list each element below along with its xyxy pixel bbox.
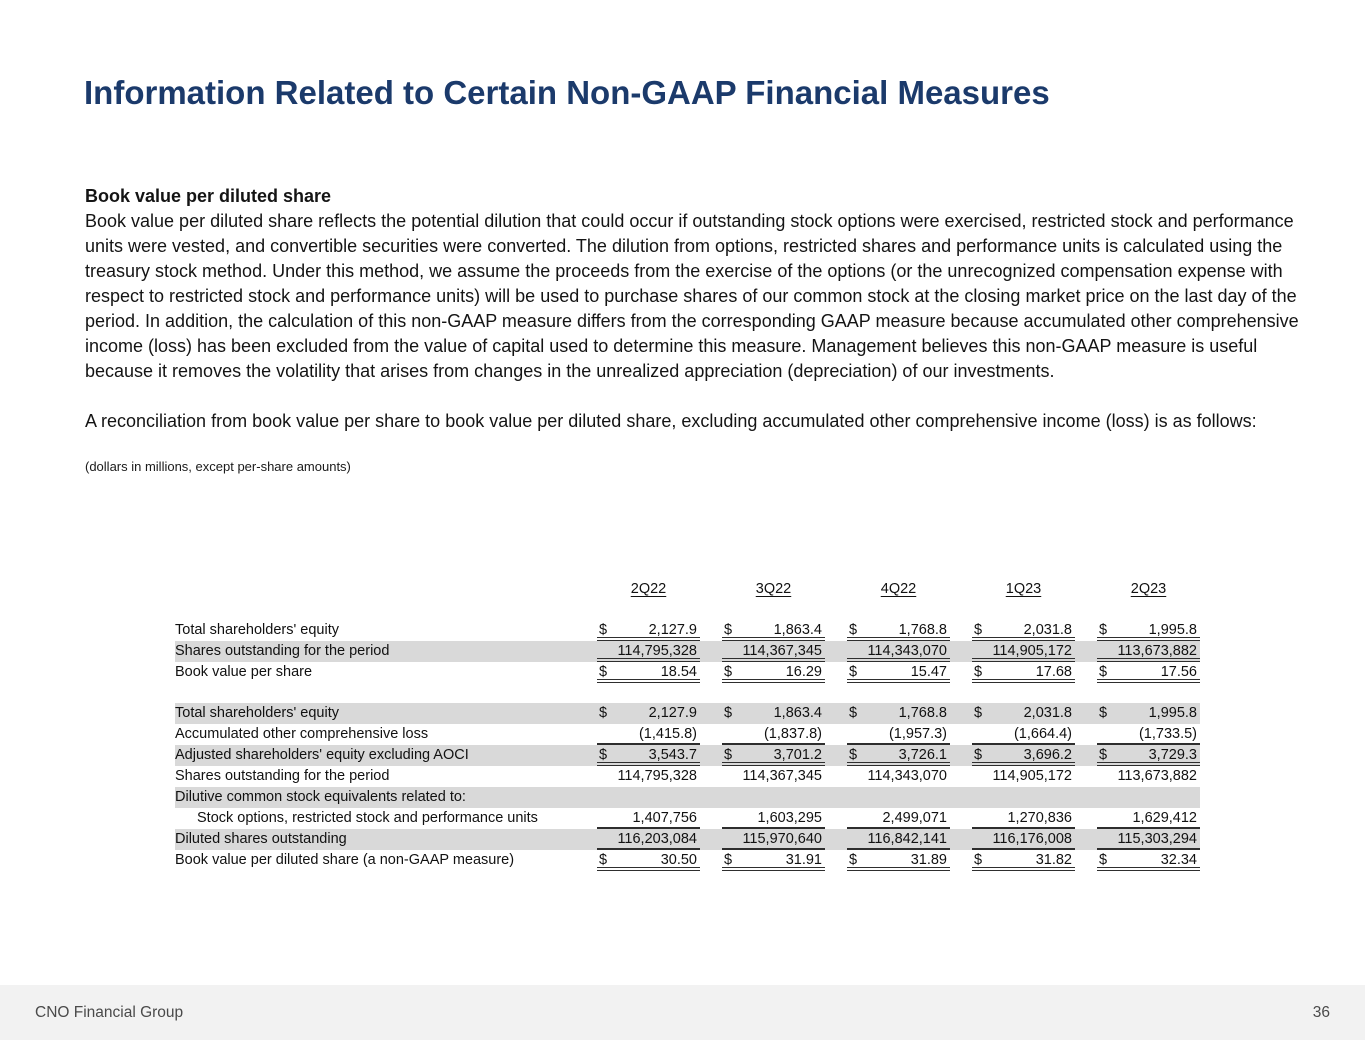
cell-value: 3,701.2 <box>773 747 822 763</box>
dollar-sign: $ <box>974 747 983 763</box>
cell-value: 3,543.7 <box>648 747 697 763</box>
table-cell <box>1075 620 1200 641</box>
cell-value: 17.68 <box>1035 664 1072 680</box>
table-cell <box>700 808 825 829</box>
cell-value: 2,031.8 <box>1023 705 1072 721</box>
cell-value: 114,367,345 <box>742 643 822 659</box>
table-section-spacer <box>175 683 1200 703</box>
dollar-sign: $ <box>1099 705 1108 721</box>
table-cell <box>575 620 700 641</box>
table-row <box>175 850 1200 871</box>
table-cell <box>1075 745 1200 766</box>
dollar-sign: $ <box>849 705 858 721</box>
table-row <box>175 620 1200 641</box>
column-header: 2Q23 <box>1130 581 1167 597</box>
dollar-sign: $ <box>724 622 733 638</box>
table-section-spacer <box>175 600 1200 620</box>
cell-value: 114,367,345 <box>742 768 822 784</box>
table-cell <box>575 703 700 724</box>
table-cell <box>825 829 950 850</box>
table-cell <box>1075 766 1200 787</box>
cell-value: 115,303,294 <box>1117 831 1197 847</box>
cell-value: 17.56 <box>1160 664 1197 680</box>
table-cell <box>1075 703 1200 724</box>
table-cell <box>950 787 1075 808</box>
dollar-sign: $ <box>599 852 608 868</box>
reconciliation-paragraph: A reconciliation from book value per share to book value per diluted share, excluding accumulated other comprehensive income (loss) is as follows: <box>85 411 1257 431</box>
table-cell <box>575 662 700 683</box>
row-label: Stock options, restricted stock and performance units <box>197 810 538 826</box>
table-cell <box>1075 850 1200 871</box>
table-cell <box>575 787 700 808</box>
cell-value: 1,863.4 <box>773 705 822 721</box>
dollar-sign: $ <box>1099 622 1108 638</box>
cell-value: 114,795,328 <box>617 643 697 659</box>
row-label: Total shareholders' equity <box>175 622 339 638</box>
cell-value: 31.89 <box>910 852 947 868</box>
row-label: Dilutive common stock equivalents related to: <box>175 789 466 805</box>
cell-value: 31.82 <box>1035 852 1072 868</box>
table-cell <box>700 641 825 662</box>
table-cell <box>1075 829 1200 850</box>
dollar-sign: $ <box>849 747 858 763</box>
cell-value: 2,031.8 <box>1023 622 1072 638</box>
table-cell <box>950 662 1075 683</box>
dollar-sign: $ <box>849 852 858 868</box>
table-cell <box>575 724 700 745</box>
page-number: 36 <box>1312 1003 1330 1021</box>
dollar-sign: $ <box>974 664 983 680</box>
dollar-sign: $ <box>974 705 983 721</box>
cell-value: 113,673,882 <box>1117 643 1197 659</box>
cell-value: 114,905,172 <box>992 768 1072 784</box>
table-cell <box>825 787 950 808</box>
table-cell <box>700 850 825 871</box>
table-cell <box>700 703 825 724</box>
cell-value: 3,696.2 <box>1023 747 1072 763</box>
cell-value: 1,768.8 <box>898 622 947 638</box>
table-cell <box>575 641 700 662</box>
dollar-sign: $ <box>599 664 608 680</box>
cell-value: 3,729.3 <box>1148 747 1197 763</box>
cell-value: 114,905,172 <box>992 643 1072 659</box>
cell-value: 31.91 <box>785 852 822 868</box>
table-cell <box>700 662 825 683</box>
table-cell <box>575 829 700 850</box>
table-cell <box>950 850 1075 871</box>
dollar-sign: $ <box>724 705 733 721</box>
dollar-sign: $ <box>849 664 858 680</box>
cell-value: (1,837.8) <box>763 726 822 742</box>
dollar-sign: $ <box>1099 747 1108 763</box>
dollar-sign: $ <box>724 852 733 868</box>
table-cell <box>950 724 1075 745</box>
table-cell <box>825 808 950 829</box>
cell-value: 115,970,640 <box>742 831 822 847</box>
table-row <box>175 808 1200 829</box>
cell-value: 30.50 <box>660 852 697 868</box>
cell-value: 2,499,071 <box>882 810 947 826</box>
cell-value: 1,270,836 <box>1007 810 1072 826</box>
cell-value: 116,176,008 <box>992 831 1072 847</box>
table-header-row <box>175 578 1200 600</box>
table-cell <box>825 724 950 745</box>
cell-value: 113,673,882 <box>1117 768 1197 784</box>
cell-value: (1,664.4) <box>1013 726 1072 742</box>
table-cell <box>950 766 1075 787</box>
cell-value: 1,995.8 <box>1148 622 1197 638</box>
row-label: Shares outstanding for the period <box>175 643 390 659</box>
table-cell <box>1075 641 1200 662</box>
dollar-sign: $ <box>599 622 608 638</box>
cell-value: (1,957.3) <box>888 726 947 742</box>
cell-value: 3,726.1 <box>898 747 947 763</box>
cell-value: 1,768.8 <box>898 705 947 721</box>
dollar-sign: $ <box>1099 852 1108 868</box>
cell-value: 2,127.9 <box>648 705 697 721</box>
table-cell <box>700 745 825 766</box>
table-cell <box>1075 724 1200 745</box>
table-cell <box>950 620 1075 641</box>
cell-value: 114,343,070 <box>867 768 947 784</box>
cell-value: (1,733.5) <box>1138 726 1197 742</box>
company-name: CNO Financial Group <box>35 1003 184 1021</box>
column-header: 4Q22 <box>880 581 917 597</box>
table-cell <box>1075 787 1200 808</box>
table-cell <box>575 766 700 787</box>
cell-value: (1,415.8) <box>638 726 697 742</box>
cell-value: 1,995.8 <box>1148 705 1197 721</box>
footer <box>0 985 1365 1040</box>
table-cell <box>825 662 950 683</box>
table-cell <box>950 745 1075 766</box>
table-row <box>175 829 1200 850</box>
table-cell <box>825 641 950 662</box>
row-label: Book value per diluted share (a non-GAAP measure) <box>175 852 515 868</box>
row-label: Total shareholders' equity <box>175 705 339 721</box>
row-label: Book value per share <box>175 664 313 680</box>
cell-value: 1,603,295 <box>757 810 822 826</box>
dollar-sign: $ <box>599 747 608 763</box>
table-cell <box>825 766 950 787</box>
table-cell <box>950 808 1075 829</box>
dollar-sign: $ <box>724 664 733 680</box>
cell-value: 116,203,084 <box>617 831 697 847</box>
table-row <box>175 703 1200 724</box>
table-cell <box>575 745 700 766</box>
cell-value: 114,343,070 <box>867 643 947 659</box>
table-row <box>175 787 1200 808</box>
table-cell <box>825 745 950 766</box>
table-cell <box>700 829 825 850</box>
table-cell <box>700 724 825 745</box>
cell-value: 1,863.4 <box>773 622 822 638</box>
table-row <box>175 662 1200 683</box>
table-cell <box>700 787 825 808</box>
table-cell <box>825 850 950 871</box>
table-cell <box>700 766 825 787</box>
dollar-sign: $ <box>974 622 983 638</box>
dollar-sign: $ <box>1099 664 1108 680</box>
cell-value: 18.54 <box>660 664 697 680</box>
cell-value: 2,127.9 <box>648 622 697 638</box>
header-spacer-cell <box>175 578 575 600</box>
table-cell <box>575 808 700 829</box>
cell-value: 16.29 <box>785 664 822 680</box>
table-cell <box>950 703 1075 724</box>
body-content <box>85 184 1311 479</box>
dollar-sign: $ <box>974 852 983 868</box>
table-cell <box>575 850 700 871</box>
table-row <box>175 745 1200 766</box>
table-cell <box>950 829 1075 850</box>
table-cell <box>700 620 825 641</box>
cell-value: 1,629,412 <box>1132 810 1197 826</box>
row-label: Accumulated other comprehensive loss <box>175 726 429 742</box>
table-cell <box>1075 662 1200 683</box>
row-label: Diluted shares outstanding <box>175 831 347 847</box>
section-heading: Book value per diluted share <box>85 186 332 206</box>
dollar-sign: $ <box>849 622 858 638</box>
table-row <box>175 641 1200 662</box>
column-header: 1Q23 <box>1005 581 1042 597</box>
cell-value: 1,407,756 <box>632 810 697 826</box>
body-paragraph: Book value per diluted share reflects the potential dilution that could occur if outstanding stock options were exercised, restricted stock and performance units were vested, and convertible securities were converted. The dilution from options, restricted shares and performance units is calculated using the treasury stock method. Under this method, we assume the proceeds from the exercise of the options (or the unrecognized compensation expense with respect to restricted stock and performance units) will be used to purchase shares of our common stock at the closing market price on the last day of the period. In addition, the calculation of this non-GAAP measure differs from the corresponding GAAP measure because accumulated other comprehensive income (loss) has been excluded from the value of capital used to determine this measure. Management believes this non-GAAP measure is useful because it removes the volatility that arises from changes in the unrealized appreciation (depreciation) of our investments. <box>85 211 1299 381</box>
table-cell <box>950 641 1075 662</box>
table-cell <box>825 703 950 724</box>
cell-value: 114,795,328 <box>617 768 697 784</box>
table-row <box>175 766 1200 787</box>
table-row <box>175 724 1200 745</box>
table-cell <box>1075 808 1200 829</box>
row-label: Shares outstanding for the period <box>175 768 390 784</box>
cell-value: 32.34 <box>1160 852 1197 868</box>
financial-table <box>175 578 1200 871</box>
table-cell <box>825 620 950 641</box>
units-note: (dollars in millions, except per-share amounts) <box>85 459 351 474</box>
dollar-sign: $ <box>724 747 733 763</box>
row-label: Adjusted shareholders' equity excluding AOCI <box>175 747 469 763</box>
dollar-sign: $ <box>599 705 608 721</box>
cell-value: 116,842,141 <box>867 831 947 847</box>
page-title: Information Related to Certain Non-GAAP Financial Measures <box>84 74 1050 111</box>
column-header: 3Q22 <box>755 581 792 597</box>
cell-value: 15.47 <box>910 664 947 680</box>
column-header: 2Q22 <box>630 581 667 597</box>
